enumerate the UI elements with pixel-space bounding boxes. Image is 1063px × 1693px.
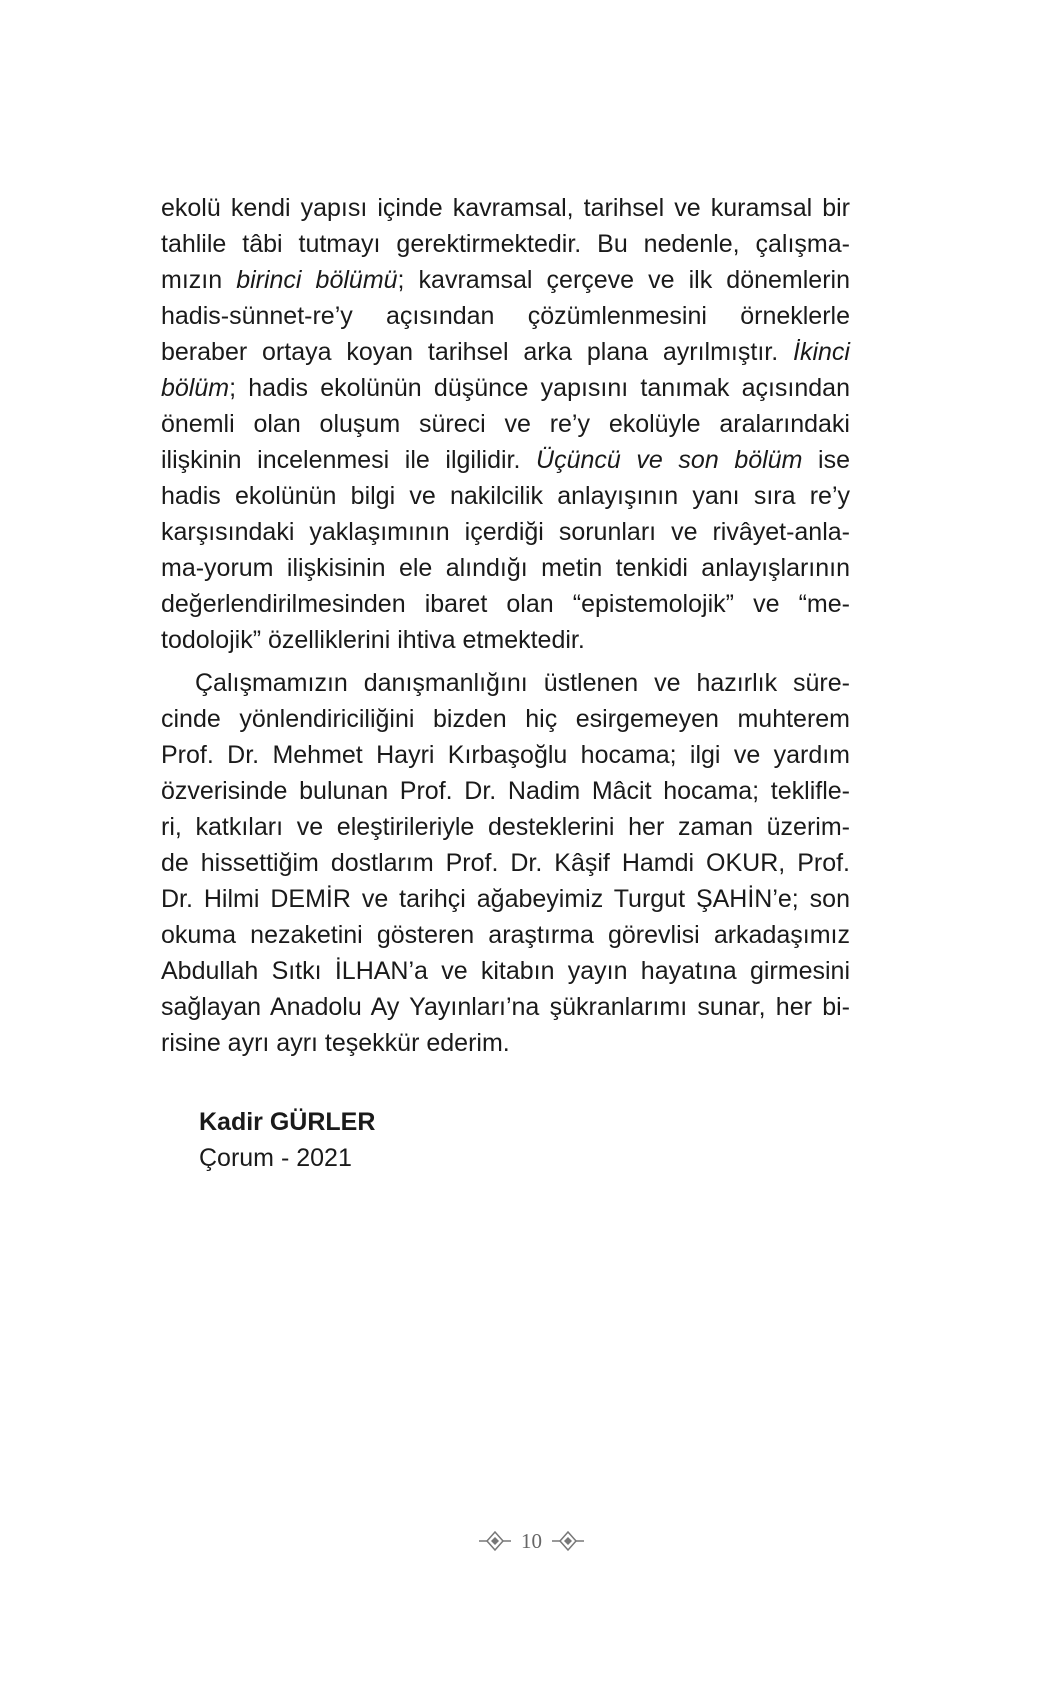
text-span: ise [802, 446, 851, 474]
text-span: Abdullah Sıtkı İLHAN’a ve kitabın yayın hayatına girmesini [161, 957, 850, 985]
page-footer [0, 1521, 1063, 1561]
italic-text: İkinci [793, 338, 850, 366]
text-span: de hissettiğim dostlarım Prof. Dr. Kâşif Hamdi OKUR, Prof. [161, 849, 850, 877]
text-span: beraber ortaya koyan tarihsel arka plana ayrılmıştır. [161, 338, 794, 366]
text-span: Çalışmamızın danışmanlığını üstlenen ve hazırlık süre- [195, 669, 850, 697]
text-line [161, 226, 850, 262]
text-span: ilişkinin incelenmesi ile ilgilidir. [161, 446, 537, 474]
text-line [161, 665, 850, 701]
text-line [161, 370, 850, 406]
text-line [161, 809, 850, 845]
text-span: ; kavramsal çerçeve ve ilk dönemlerin [397, 266, 850, 294]
text-line [161, 737, 850, 773]
text-span: ekolü kendi yapısı içinde kavramsal, tarihsel ve kuramsal bir [161, 194, 850, 222]
paragraph-1 [161, 190, 850, 658]
text-line [161, 845, 850, 881]
text-span: mızın [161, 266, 237, 294]
text-span: ma-yorum ilişkisinin ele alındığı metin tenkidi anlayışlarının [161, 554, 850, 582]
text-line [161, 334, 850, 370]
text-line [161, 881, 850, 917]
text-span: cinde yönlendiriciliğini bizden hiç esirgemeyen muhterem [161, 705, 850, 733]
text-span: karşısındaki yaklaşımının içerdiği sorunları ve rivâyet-anla- [161, 518, 850, 546]
text-line [161, 262, 850, 298]
italic-text: Üçüncü ve son bölüm [536, 446, 803, 474]
text-line [161, 550, 850, 586]
text-line [161, 514, 850, 550]
text-line [161, 478, 850, 514]
text-line [161, 622, 850, 658]
text-span: tahlile tâbi tutmayı gerektirmektedir. Bu nedenle, çalışma- [161, 230, 850, 258]
text-line [161, 442, 850, 478]
page-number: 10 [521, 1528, 542, 1553]
text-line [161, 406, 850, 442]
text-line [161, 953, 850, 989]
text-span: todolojik” özelliklerini ihtiva etmektedir. [161, 626, 585, 654]
left-ornament-icon [479, 1529, 511, 1553]
text-line [161, 190, 850, 226]
text-span: Dr. Hilmi DEMİR ve tarihçi ağabeyimiz Turgut ŞAHİN’e; son [161, 885, 850, 913]
text-line [161, 701, 850, 737]
text-line [161, 917, 850, 953]
text-span: ri, katkıları ve eleştirileriyle desteklerini her zaman üzerim- [161, 813, 850, 841]
italic-text: birinci bölümü [236, 266, 398, 294]
author-name: Kadir GÜRLER [199, 1108, 376, 1136]
text-span: hadis ekolünün bilgi ve nakilcilik anlayışının yanı sıra re’y [161, 482, 850, 510]
paragraph-2 [161, 665, 850, 1061]
signature-block [199, 1104, 375, 1176]
right-ornament-icon [552, 1529, 584, 1553]
text-line [161, 586, 850, 622]
text-span: hadis-sünnet-re’y açısından çözümlenmesini örneklerle [161, 302, 850, 330]
text-span: Prof. Dr. Mehmet Hayri Kırbaşoğlu hocama; ilgi ve yardım [161, 741, 850, 769]
italic-text: bölüm [161, 374, 230, 402]
text-span: risine ayrı ayrı teşekkür ederim. [161, 1029, 510, 1057]
text-line [161, 989, 850, 1025]
text-line [161, 298, 850, 334]
text-line [161, 1025, 850, 1061]
text-line [161, 773, 850, 809]
text-span: ; hadis ekolünün düşünce yapısını tanımak açısından [229, 374, 850, 402]
text-span: özverisinde bulunan Prof. Dr. Nadim Mâcit hocama; teklifle- [161, 777, 850, 805]
text-span: okuma nezaketini gösteren araştırma görevlisi arkadaşımız [161, 921, 850, 949]
text-span: sağlayan Anadolu Ay Yayınları’na şükranlarımı sunar, her bi- [161, 993, 850, 1021]
text-span: değerlendirilmesinden ibaret olan “epistemolojik” ve “me- [161, 590, 850, 618]
place-date: Çorum - 2021 [199, 1144, 352, 1172]
text-span: önemli olan oluşum süreci ve re’y ekolüyle aralarındaki [161, 410, 850, 438]
